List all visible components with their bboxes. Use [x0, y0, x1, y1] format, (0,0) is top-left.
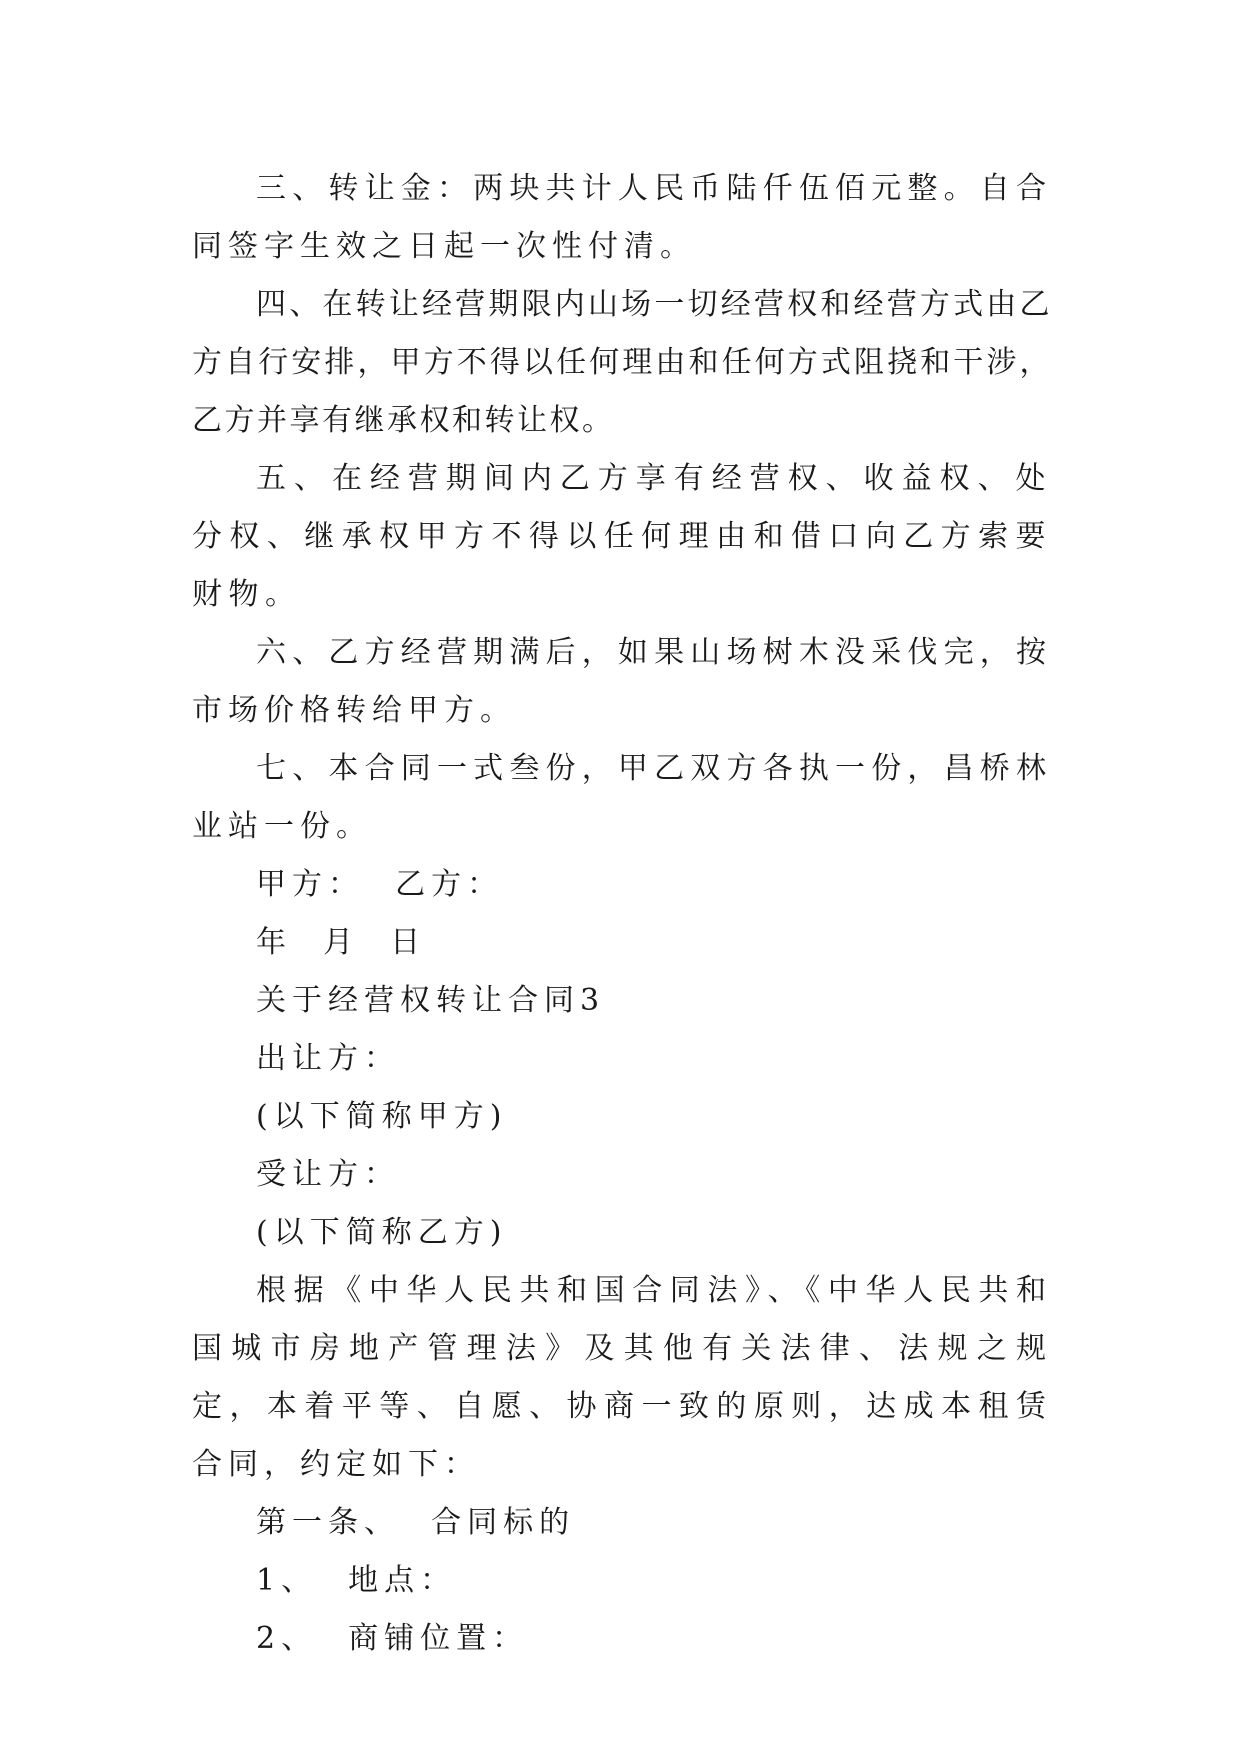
item-shop-position: 2、 商铺位置：	[256, 1621, 529, 1656]
transferor-label: 出让方：	[256, 1041, 400, 1076]
transferee-note: (以下简称乙方)	[256, 1215, 508, 1250]
paragraph-rights-during-period: 五、在经营期间内乙方享有经营权、收益权、处分权、继承权甲方不得以任何理由和借口向乙方索要财物。	[192, 461, 1052, 612]
signature-line: 甲方： 乙方：	[256, 867, 504, 902]
transferor-note: (以下简称甲方)	[256, 1099, 508, 1134]
item-location: 1、 地点：	[256, 1563, 457, 1598]
transferee-label: 受让方：	[256, 1157, 400, 1192]
paragraph-transfer-fee: 三、转让金：两块共计人民币陆仟伍佰元整。自合同签字生效之日起一次性付清。	[192, 171, 1052, 264]
document-body	[192, 160, 1052, 1668]
date-line: 年 月 日	[256, 925, 427, 960]
article-one-heading: 第一条、 合同标的	[256, 1505, 576, 1540]
paragraph-copies: 七、本合同一式叁份，甲乙双方各执一份，昌桥林业站一份。	[192, 751, 1052, 844]
contract-title: 关于经营权转让合同3	[256, 983, 606, 1018]
paragraph-legal-basis: 根据《中华人民共和国合同法》、《中华人民共和国城市房地产管理法》及其他有关法律、法规之规定，本着平等、自愿、协商一致的原则，达成本租赁合同，约定如下：	[192, 1273, 1052, 1482]
paragraph-operating-rights: 四、在转让经营期限内山场一切经营权和经营方式由乙方自行安排，甲方不得以任何理由和任何方式阻挠和干涉，乙方并享有继承权和转让权。	[192, 287, 1052, 438]
paragraph-expiry-terms: 六、乙方经营期满后，如果山场树木没采伐完，按市场价格转给甲方。	[192, 635, 1052, 728]
